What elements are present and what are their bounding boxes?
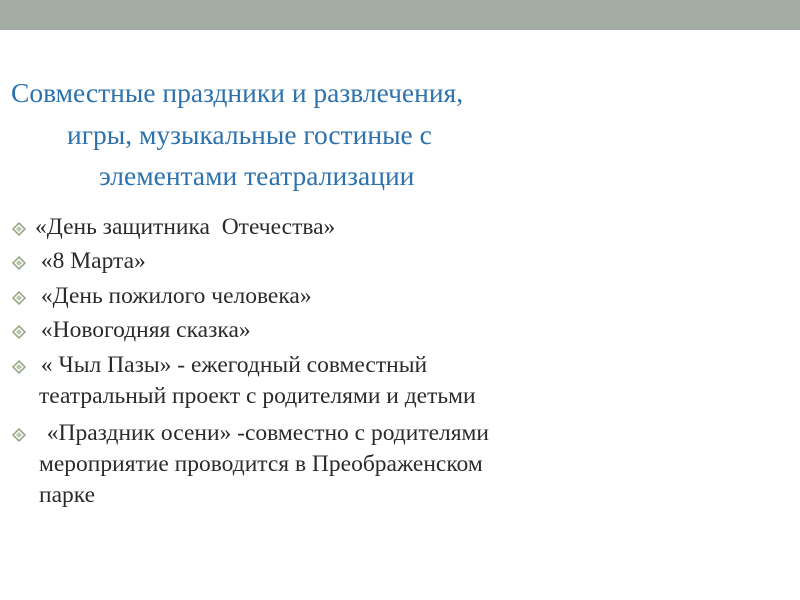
- list-item-text: «Праздник осени» -совместно с родителями: [35, 420, 490, 446]
- diamond-bullet-icon: [12, 325, 26, 339]
- slide-title-line-1: Совместные праздники и развлечения,: [11, 77, 464, 108]
- list-item-text-continuation: мероприятие проводится в Преображенском: [39, 451, 483, 477]
- diamond-bullet-icon: [12, 222, 26, 236]
- list-item-text: « Чыл Пазы» - ежегодный совместный: [35, 352, 428, 378]
- diamond-bullet-icon: [12, 428, 26, 442]
- top-bar: [0, 0, 800, 30]
- list-item-text: «8 Марта»: [35, 248, 146, 274]
- slide-title-line-2: игры, музыкальные гостиные с: [67, 119, 432, 150]
- list-item-text-continuation: театральный проект с родителями и детьми: [39, 383, 476, 409]
- list-item-text-continuation: парке: [39, 482, 96, 508]
- diamond-bullet-icon: [12, 291, 26, 305]
- list-item-text: «День защитника Отечества»: [35, 214, 336, 240]
- slide-title-line-3: элементами театрализации: [99, 160, 415, 191]
- list-item-text: «Новогодняя сказка»: [35, 317, 251, 343]
- diamond-bullet-icon: [12, 360, 26, 374]
- diamond-bullet-icon: [12, 256, 26, 270]
- list-item-text: «День пожилого человека»: [35, 283, 312, 309]
